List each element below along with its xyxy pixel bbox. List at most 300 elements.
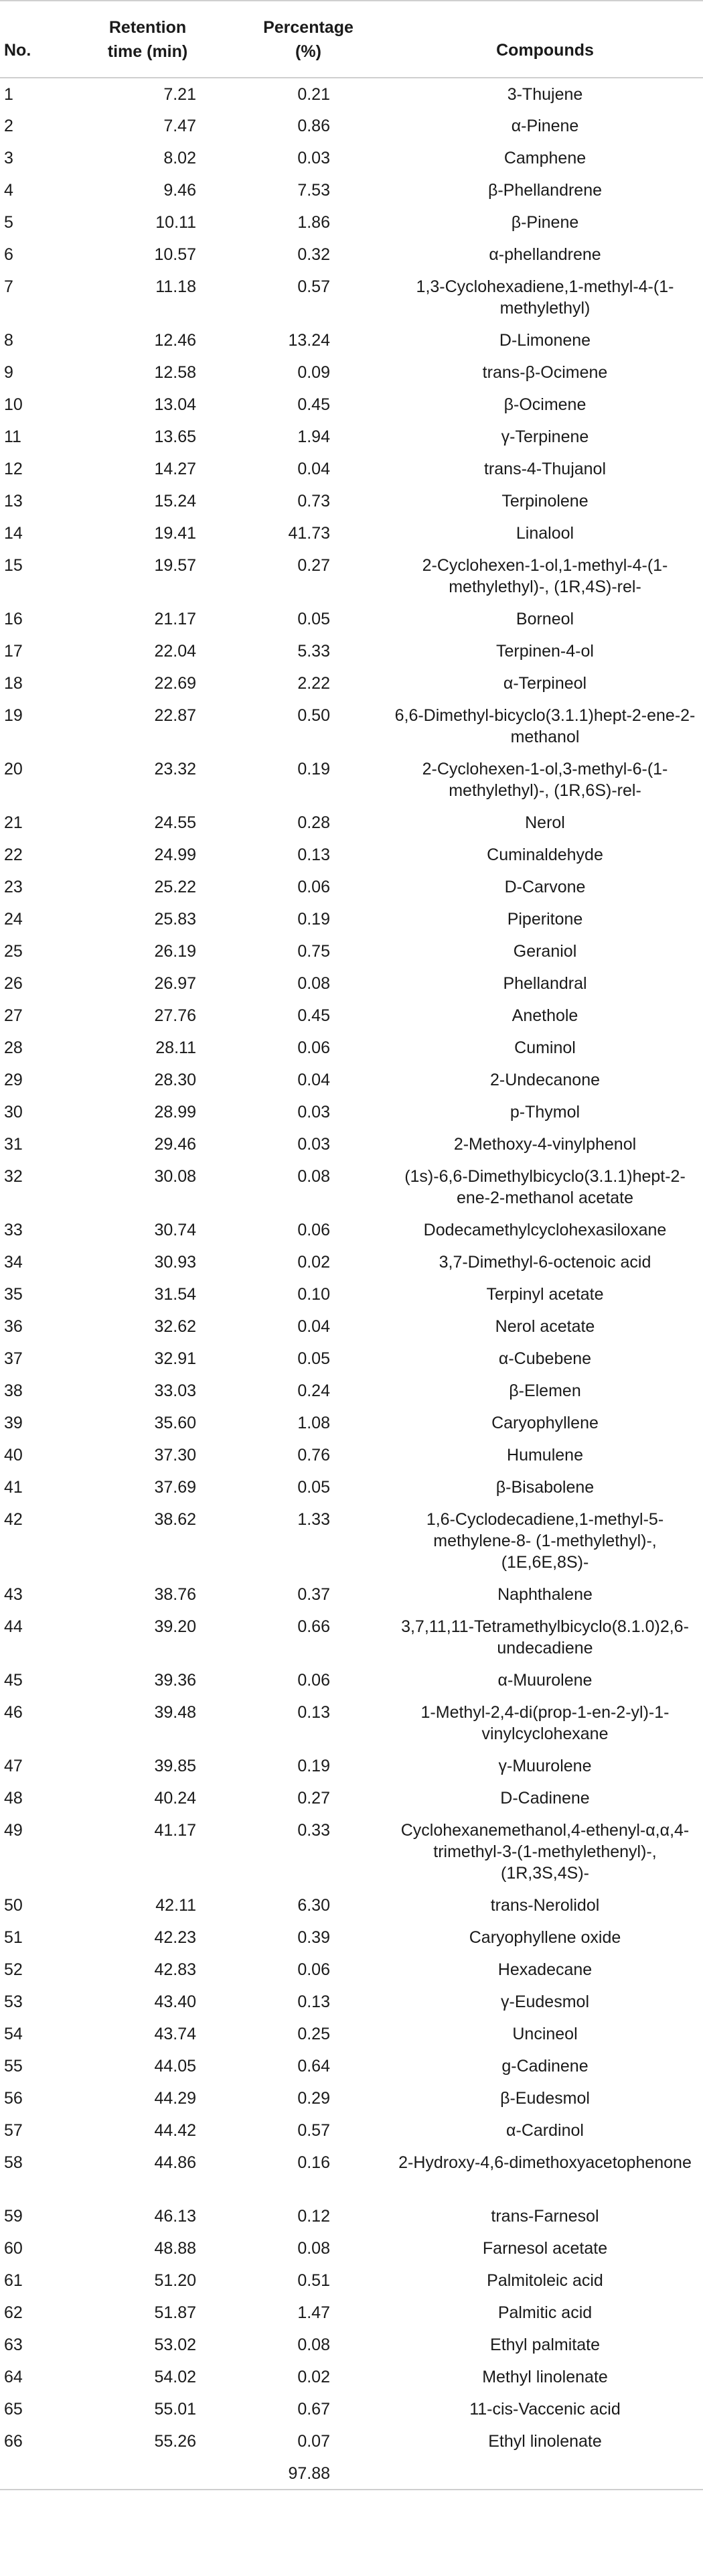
table-row xyxy=(0,2393,703,2425)
compound-name-cell: 11-cis-Vaccenic acid xyxy=(469,2400,621,2419)
row-number: 15 xyxy=(4,556,23,575)
compound-name-cell: Nerol xyxy=(525,813,565,832)
percentage-cell: 0.04 xyxy=(297,1071,330,1089)
row-number: 48 xyxy=(4,1789,23,1808)
table-row xyxy=(0,1921,703,1954)
percentage-cell: 0.64 xyxy=(297,2057,330,2076)
header-percentage: Percentage (%) xyxy=(263,17,354,61)
compound-name-cell: Linalool xyxy=(516,524,574,543)
compound-name-cell: Terpinyl acetate xyxy=(486,1285,604,1304)
table-row xyxy=(0,1000,703,1032)
table-row xyxy=(0,903,703,935)
row-number: 63 xyxy=(4,2335,23,2354)
table-row xyxy=(0,1782,703,1814)
compound-name-cell: γ-Terpinene xyxy=(501,427,589,446)
percentage-cell: 0.86 xyxy=(297,117,330,135)
compound-name-cell: p-Thymol xyxy=(510,1103,580,1122)
table-row xyxy=(0,635,703,667)
percentage-cell: 0.12 xyxy=(297,2207,330,2226)
percentage-cell: 0.66 xyxy=(297,1617,330,1636)
compound-name-cell: Ethyl linolenate xyxy=(488,2432,602,2451)
compound-name-cell: Humulene xyxy=(507,1446,583,1465)
compound-name-cell: D-Carvone xyxy=(504,878,586,896)
retention-time-cell: 30.08 xyxy=(154,1167,196,1186)
retention-time-cell: 43.40 xyxy=(154,1992,196,2011)
table-row xyxy=(0,753,703,807)
table-row xyxy=(0,239,703,271)
retention-time-cell: 37.69 xyxy=(154,1478,196,1497)
percentage-cell: 41.73 xyxy=(288,524,330,543)
table-row xyxy=(0,807,703,839)
percentage-cell: 0.45 xyxy=(297,395,330,414)
compound-name-cell: trans-4-Thujanol xyxy=(483,460,607,478)
row-number: 10 xyxy=(4,395,23,414)
empty-cell xyxy=(66,2457,230,2490)
table-row xyxy=(0,1503,703,1578)
compound-name-cell: trans-Farnesol xyxy=(491,2207,599,2226)
compound-name-cell: Hexadecane xyxy=(497,1960,593,1979)
row-number: 60 xyxy=(4,2239,23,2258)
table-row xyxy=(0,110,703,142)
percentage-cell: 0.08 xyxy=(297,2239,330,2258)
retention-time-cell: 30.74 xyxy=(154,1221,196,1239)
table-row xyxy=(0,2264,703,2297)
retention-time-cell: 11.18 xyxy=(155,277,196,296)
retention-time-cell: 10.11 xyxy=(155,213,196,232)
compound-name-cell: α-Terpineol xyxy=(503,674,587,693)
percentage-cell: 0.04 xyxy=(297,1317,330,1336)
compound-name-cell: (1s)-6,6-Dimethylbicyclo(3.1.1)hept-2-ene-2-methanol acetate xyxy=(404,1167,686,1207)
percentage-cell: 7.53 xyxy=(297,181,330,200)
row-number: 44 xyxy=(4,1617,23,1636)
table-row xyxy=(0,839,703,871)
row-number: 49 xyxy=(4,1821,23,1840)
header-retention-time: Retention time (min) xyxy=(107,17,188,61)
percentage-cell: 0.06 xyxy=(297,1038,330,1057)
table-row xyxy=(0,1986,703,2018)
percentage-cell: 0.21 xyxy=(297,85,330,104)
compound-name-cell: Farnesol acetate xyxy=(482,2239,608,2258)
row-number: 59 xyxy=(4,2207,23,2226)
retention-time-cell: 19.57 xyxy=(154,556,196,575)
row-number: 7 xyxy=(4,277,13,296)
row-number: 21 xyxy=(4,813,23,832)
retention-time-cell: 23.32 xyxy=(154,760,196,778)
row-number: 5 xyxy=(4,213,13,232)
compound-name-cell: α-phellandrene xyxy=(489,245,601,264)
row-number: 14 xyxy=(4,524,23,543)
row-number: 16 xyxy=(4,610,23,628)
compound-name-cell: 2-Undecanone xyxy=(489,1071,600,1089)
row-number: 41 xyxy=(4,1478,23,1497)
table-row xyxy=(0,1032,703,1064)
retention-time-cell: 38.62 xyxy=(154,1510,196,1529)
percentage-cell: 0.06 xyxy=(297,1221,330,1239)
table-row xyxy=(0,1407,703,1439)
row-number: 58 xyxy=(4,2153,23,2172)
table-row xyxy=(0,2297,703,2329)
row-number: 38 xyxy=(4,1381,23,1400)
compound-name-cell: γ-Eudesmol xyxy=(501,1992,589,2011)
percentage-cell: 0.02 xyxy=(297,2368,330,2386)
row-number: 19 xyxy=(4,706,23,725)
row-number: 6 xyxy=(4,245,13,264)
compound-name-cell: β-Eudesmol xyxy=(500,2089,590,2108)
table-row xyxy=(0,1246,703,1278)
percentage-cell: 0.19 xyxy=(297,1757,330,1775)
percentage-cell: 0.39 xyxy=(297,1928,330,1947)
table-row xyxy=(0,1889,703,1921)
retention-time-cell: 24.99 xyxy=(154,845,196,864)
table-row xyxy=(0,667,703,699)
retention-time-cell: 25.83 xyxy=(154,910,196,929)
table-row xyxy=(0,1310,703,1343)
table-row xyxy=(0,1343,703,1375)
percentage-cell: 0.13 xyxy=(297,1992,330,2011)
retention-time-cell: 40.24 xyxy=(154,1789,196,1808)
row-number: 47 xyxy=(4,1757,23,1775)
retention-time-cell: 28.99 xyxy=(154,1103,196,1122)
percentage-cell: 0.09 xyxy=(297,363,330,382)
percentage-cell: 0.03 xyxy=(297,1103,330,1122)
percentage-cell: 0.03 xyxy=(297,149,330,167)
percentage-cell: 0.08 xyxy=(297,1167,330,1186)
retention-time-cell: 32.91 xyxy=(154,1349,196,1368)
row-number: 57 xyxy=(4,2121,23,2140)
percentage-cell: 1.86 xyxy=(297,213,330,232)
compound-name-cell: 2-Hydroxy-4,6-dimethoxyacetophenone xyxy=(398,2153,692,2172)
total-row xyxy=(0,2457,703,2490)
row-number: 54 xyxy=(4,2025,23,2043)
row-number: 43 xyxy=(4,1585,23,1604)
table-row xyxy=(0,356,703,389)
table-row xyxy=(0,485,703,517)
retention-time-cell: 28.11 xyxy=(155,1038,196,1057)
compound-name-cell: Caryophyllene xyxy=(491,1414,599,1432)
retention-time-cell: 25.22 xyxy=(154,878,196,896)
compound-name-cell: 3-Thujene xyxy=(507,85,583,104)
row-number: 8 xyxy=(4,331,13,350)
compound-name-cell: D-Cadinene xyxy=(500,1789,590,1808)
row-number: 18 xyxy=(4,674,23,693)
table-row xyxy=(0,603,703,635)
row-number: 61 xyxy=(4,2271,23,2290)
row-number: 32 xyxy=(4,1167,23,1186)
row-number: 25 xyxy=(4,942,23,961)
table-row xyxy=(0,1160,703,1214)
compound-name-cell: Camphene xyxy=(503,149,587,167)
compound-name-cell: Terpinen-4-ol xyxy=(496,642,594,661)
compound-name-cell: 1-Methyl-2,4-di(prop-1-en-2-yl)-1-vinylcyclohexane xyxy=(420,1703,670,1743)
percentage-cell: 0.16 xyxy=(297,2153,330,2172)
compound-name-cell: trans-Nerolidol xyxy=(490,1896,600,1915)
table-row xyxy=(0,324,703,356)
retention-time-cell: 41.17 xyxy=(154,1821,196,1840)
table-row xyxy=(0,699,703,753)
row-number: 4 xyxy=(4,181,13,200)
retention-time-cell: 30.93 xyxy=(154,1253,196,1272)
percentage-cell: 1.08 xyxy=(297,1414,330,1432)
row-number: 35 xyxy=(4,1285,23,1304)
row-number: 64 xyxy=(4,2368,23,2386)
percentage-cell: 0.13 xyxy=(297,845,330,864)
empty-cell xyxy=(0,2457,66,2490)
compound-name-cell: Palmitic acid xyxy=(497,2303,593,2322)
retention-time-cell: 43.74 xyxy=(154,2025,196,2043)
retention-time-cell: 44.29 xyxy=(154,2089,196,2108)
compound-name-cell: Nerol acetate xyxy=(495,1317,595,1336)
row-number: 12 xyxy=(4,460,23,478)
percentage-cell: 0.76 xyxy=(297,1446,330,1465)
percentage-cell: 1.94 xyxy=(297,427,330,446)
row-number: 31 xyxy=(4,1135,23,1154)
compound-name-cell: g-Cadinene xyxy=(501,2057,589,2076)
compound-name-cell: 6,6-Dimethyl-bicyclo(3.1.1)hept-2-ene-2-methanol xyxy=(394,706,696,746)
table-row xyxy=(0,1375,703,1407)
table-row xyxy=(0,2329,703,2361)
retention-time-cell: 7.21 xyxy=(163,85,196,104)
retention-time-cell: 22.87 xyxy=(154,706,196,725)
percentage-cell: 1.33 xyxy=(297,1510,330,1529)
table-row xyxy=(0,1471,703,1503)
percentage-cell: 0.10 xyxy=(297,1285,330,1304)
retention-time-cell: 46.13 xyxy=(154,2207,196,2226)
retention-time-cell: 8.02 xyxy=(163,149,196,167)
table-row xyxy=(0,2425,703,2457)
row-number: 52 xyxy=(4,1960,23,1979)
retention-time-cell: 9.46 xyxy=(163,181,196,200)
percentage-cell: 0.06 xyxy=(297,1960,330,1979)
row-number: 17 xyxy=(4,642,23,661)
table-row xyxy=(0,142,703,174)
row-number: 36 xyxy=(4,1317,23,1336)
compound-name-cell: 3,7-Dimethyl-6-octenoic acid xyxy=(439,1253,651,1272)
row-number: 13 xyxy=(4,492,23,511)
retention-time-cell: 39.36 xyxy=(154,1671,196,1690)
percentage-cell: 0.19 xyxy=(297,760,330,778)
table-row xyxy=(0,2200,703,2232)
table-row xyxy=(0,389,703,421)
percentage-cell: 6.30 xyxy=(297,1896,330,1915)
retention-time-cell: 38.76 xyxy=(154,1585,196,1604)
header-no: No. xyxy=(4,41,31,60)
row-number: 30 xyxy=(4,1103,23,1122)
percentage-cell: 0.03 xyxy=(297,1135,330,1154)
header-compounds: Compounds xyxy=(496,41,594,60)
table-row xyxy=(0,935,703,967)
retention-time-cell: 22.04 xyxy=(154,642,196,661)
percentage-cell: 0.57 xyxy=(297,2121,330,2140)
compound-name-cell: γ-Muurolene xyxy=(498,1757,592,1775)
table-row xyxy=(0,517,703,549)
table-row xyxy=(0,2232,703,2264)
table-row xyxy=(0,1578,703,1611)
compound-name-cell: 1,3-Cyclohexadiene,1-methyl-4-(1-methylethyl) xyxy=(416,277,674,318)
compound-name-cell: α-Cardinol xyxy=(506,2121,584,2140)
retention-time-cell: 7.47 xyxy=(163,117,196,135)
row-number: 50 xyxy=(4,1896,23,1915)
percentage-cell: 13.24 xyxy=(288,331,330,350)
compound-name-cell: Caryophyllene oxide xyxy=(469,1928,621,1947)
compound-name-cell: Geraniol xyxy=(513,942,577,961)
table-row xyxy=(0,271,703,324)
row-number: 66 xyxy=(4,2432,23,2451)
retention-time-cell: 31.54 xyxy=(154,1285,196,1304)
compound-name-cell: 2-Cyclohexen-1-ol,3-methyl-6-(1-methylethyl)-, (1R,6S)-rel- xyxy=(422,760,668,800)
compound-name-cell: 3,7,11,11-Tetramethylbicyclo(8.1.0)2,6-undecadiene xyxy=(401,1617,689,1657)
retention-time-cell: 37.30 xyxy=(154,1446,196,1465)
percentage-cell: 0.08 xyxy=(297,2335,330,2354)
percentage-cell: 0.02 xyxy=(297,1253,330,1272)
retention-time-cell: 44.42 xyxy=(154,2121,196,2140)
percentage-cell: 0.67 xyxy=(297,2400,330,2419)
table-row xyxy=(0,2050,703,2082)
compound-name-cell: Cuminaldehyde xyxy=(487,845,603,864)
compound-name-cell: 2-Cyclohexen-1-ol,1-methyl-4-(1-methylethyl)-, (1R,4S)-rel- xyxy=(422,556,668,596)
table-row xyxy=(0,453,703,485)
table-row xyxy=(0,1064,703,1096)
table-body xyxy=(0,78,703,2490)
row-number: 39 xyxy=(4,1414,23,1432)
row-number: 27 xyxy=(4,1006,23,1025)
percentage-cell: 0.32 xyxy=(297,245,330,264)
retention-time-cell: 35.60 xyxy=(154,1414,196,1432)
compound-name-cell: Anethole xyxy=(512,1006,578,1025)
retention-time-cell: 42.11 xyxy=(155,1896,196,1915)
retention-time-cell: 10.57 xyxy=(154,245,196,264)
compound-name-cell: 1,6-Cyclodecadiene,1-methyl-5-methylene-8- (1-methylethyl)-, (1E,6E,8S)- xyxy=(426,1510,664,1572)
compound-name-cell: α-Cubebene xyxy=(498,1349,592,1368)
row-number: 62 xyxy=(4,2303,23,2322)
percentage-cell: 0.08 xyxy=(297,974,330,993)
compound-name-cell: trans-β-Ocimene xyxy=(482,363,608,382)
row-number: 51 xyxy=(4,1928,23,1947)
table-row xyxy=(0,1611,703,1664)
table-header xyxy=(0,1,703,78)
row-number: 42 xyxy=(4,1510,23,1529)
retention-time-cell: 27.76 xyxy=(154,1006,196,1025)
compound-name-cell: Cuminol xyxy=(514,1038,576,1057)
compound-name-cell: Palmitoleic acid xyxy=(487,2271,603,2290)
table-row xyxy=(0,2018,703,2050)
percentage-cell: 0.28 xyxy=(297,813,330,832)
retention-time-cell: 13.65 xyxy=(154,427,196,446)
compound-name-cell: D-Limonene xyxy=(499,331,591,350)
retention-time-cell: 24.55 xyxy=(154,813,196,832)
compound-name-cell: α-Pinene xyxy=(511,117,579,135)
total-percentage: 97.88 xyxy=(230,2457,387,2490)
percentage-cell: 0.50 xyxy=(297,706,330,725)
percentage-cell: 0.19 xyxy=(297,910,330,929)
row-number: 9 xyxy=(4,363,13,382)
retention-time-cell: 14.27 xyxy=(154,460,196,478)
row-number: 28 xyxy=(4,1038,23,1057)
retention-time-cell: 51.20 xyxy=(154,2271,196,2290)
percentage-cell: 0.07 xyxy=(297,2432,330,2451)
retention-time-cell: 33.03 xyxy=(154,1381,196,1400)
retention-time-cell: 44.86 xyxy=(154,2153,196,2172)
row-number: 53 xyxy=(4,1992,23,2011)
compound-name-cell: β-Phellandrene xyxy=(487,181,603,200)
compound-name-cell: Ethyl palmitate xyxy=(490,2335,600,2354)
table-row xyxy=(0,1664,703,1696)
retention-time-cell: 12.58 xyxy=(154,363,196,382)
retention-time-cell: 32.62 xyxy=(154,1317,196,1336)
retention-time-cell: 39.85 xyxy=(154,1757,196,1775)
percentage-cell: 0.05 xyxy=(297,610,330,628)
row-number: 65 xyxy=(4,2400,23,2419)
retention-time-cell: 39.48 xyxy=(154,1703,196,1722)
retention-time-cell: 42.83 xyxy=(154,1960,196,1979)
row-number: 56 xyxy=(4,2089,23,2108)
table-row xyxy=(0,1278,703,1310)
retention-time-cell: 26.97 xyxy=(154,974,196,993)
retention-time-cell: 54.02 xyxy=(154,2368,196,2386)
table-row xyxy=(0,1128,703,1160)
retention-time-cell: 15.24 xyxy=(154,492,196,511)
retention-time-cell: 21.17 xyxy=(154,610,196,628)
compound-name-cell: 2-Methoxy-4-vinylphenol xyxy=(453,1135,637,1154)
retention-time-cell: 26.19 xyxy=(154,942,196,961)
row-number: 20 xyxy=(4,760,23,778)
table-row xyxy=(0,1696,703,1750)
percentage-cell: 0.05 xyxy=(297,1478,330,1497)
percentage-cell: 0.75 xyxy=(297,942,330,961)
row-number: 45 xyxy=(4,1671,23,1690)
compound-name-cell: β-Ocimene xyxy=(503,395,587,414)
percentage-cell: 0.06 xyxy=(297,1671,330,1690)
row-number: 26 xyxy=(4,974,23,993)
compound-name-cell: Cyclohexanemethanol,4-ethenyl-α,α,4-trimethyl-3-(1-methylethenyl)-, (1R,3S,4S)- xyxy=(400,1821,690,1883)
compound-name-cell: Phellandral xyxy=(503,974,587,993)
compound-name-cell: β-Bisabolene xyxy=(495,1478,595,1497)
row-number: 2 xyxy=(4,117,13,135)
retention-time-cell: 19.41 xyxy=(154,524,196,543)
table-row xyxy=(0,2361,703,2393)
percentage-cell: 0.45 xyxy=(297,1006,330,1025)
percentage-cell: 0.04 xyxy=(297,460,330,478)
retention-time-cell: 28.30 xyxy=(154,1071,196,1089)
table-row xyxy=(0,1214,703,1246)
table-row xyxy=(0,871,703,903)
retention-time-cell: 12.46 xyxy=(154,331,196,350)
retention-time-cell: 13.04 xyxy=(154,395,196,414)
compound-name-cell: β-Pinene xyxy=(511,213,579,232)
table-row xyxy=(0,1814,703,1889)
row-number: 3 xyxy=(4,149,13,167)
percentage-cell: 0.13 xyxy=(297,1703,330,1722)
retention-time-cell: 39.20 xyxy=(154,1617,196,1636)
percentage-cell: 0.73 xyxy=(297,492,330,511)
retention-time-cell: 51.87 xyxy=(154,2303,196,2322)
row-number: 22 xyxy=(4,845,23,864)
row-number: 23 xyxy=(4,878,23,896)
retention-time-cell: 55.26 xyxy=(154,2432,196,2451)
percentage-cell: 0.27 xyxy=(297,556,330,575)
compound-name-cell: β-Elemen xyxy=(509,1381,581,1400)
table-row xyxy=(0,549,703,603)
table-row xyxy=(0,78,703,110)
table-row xyxy=(0,967,703,1000)
percentage-cell: 0.27 xyxy=(297,1789,330,1808)
compound-name-cell: α-Muurolene xyxy=(497,1671,593,1690)
table-row xyxy=(0,1750,703,1782)
table-row xyxy=(0,1439,703,1471)
table-row xyxy=(0,421,703,453)
retention-time-cell: 29.46 xyxy=(154,1135,196,1154)
row-number: 46 xyxy=(4,1703,23,1722)
row-number: 33 xyxy=(4,1221,23,1239)
